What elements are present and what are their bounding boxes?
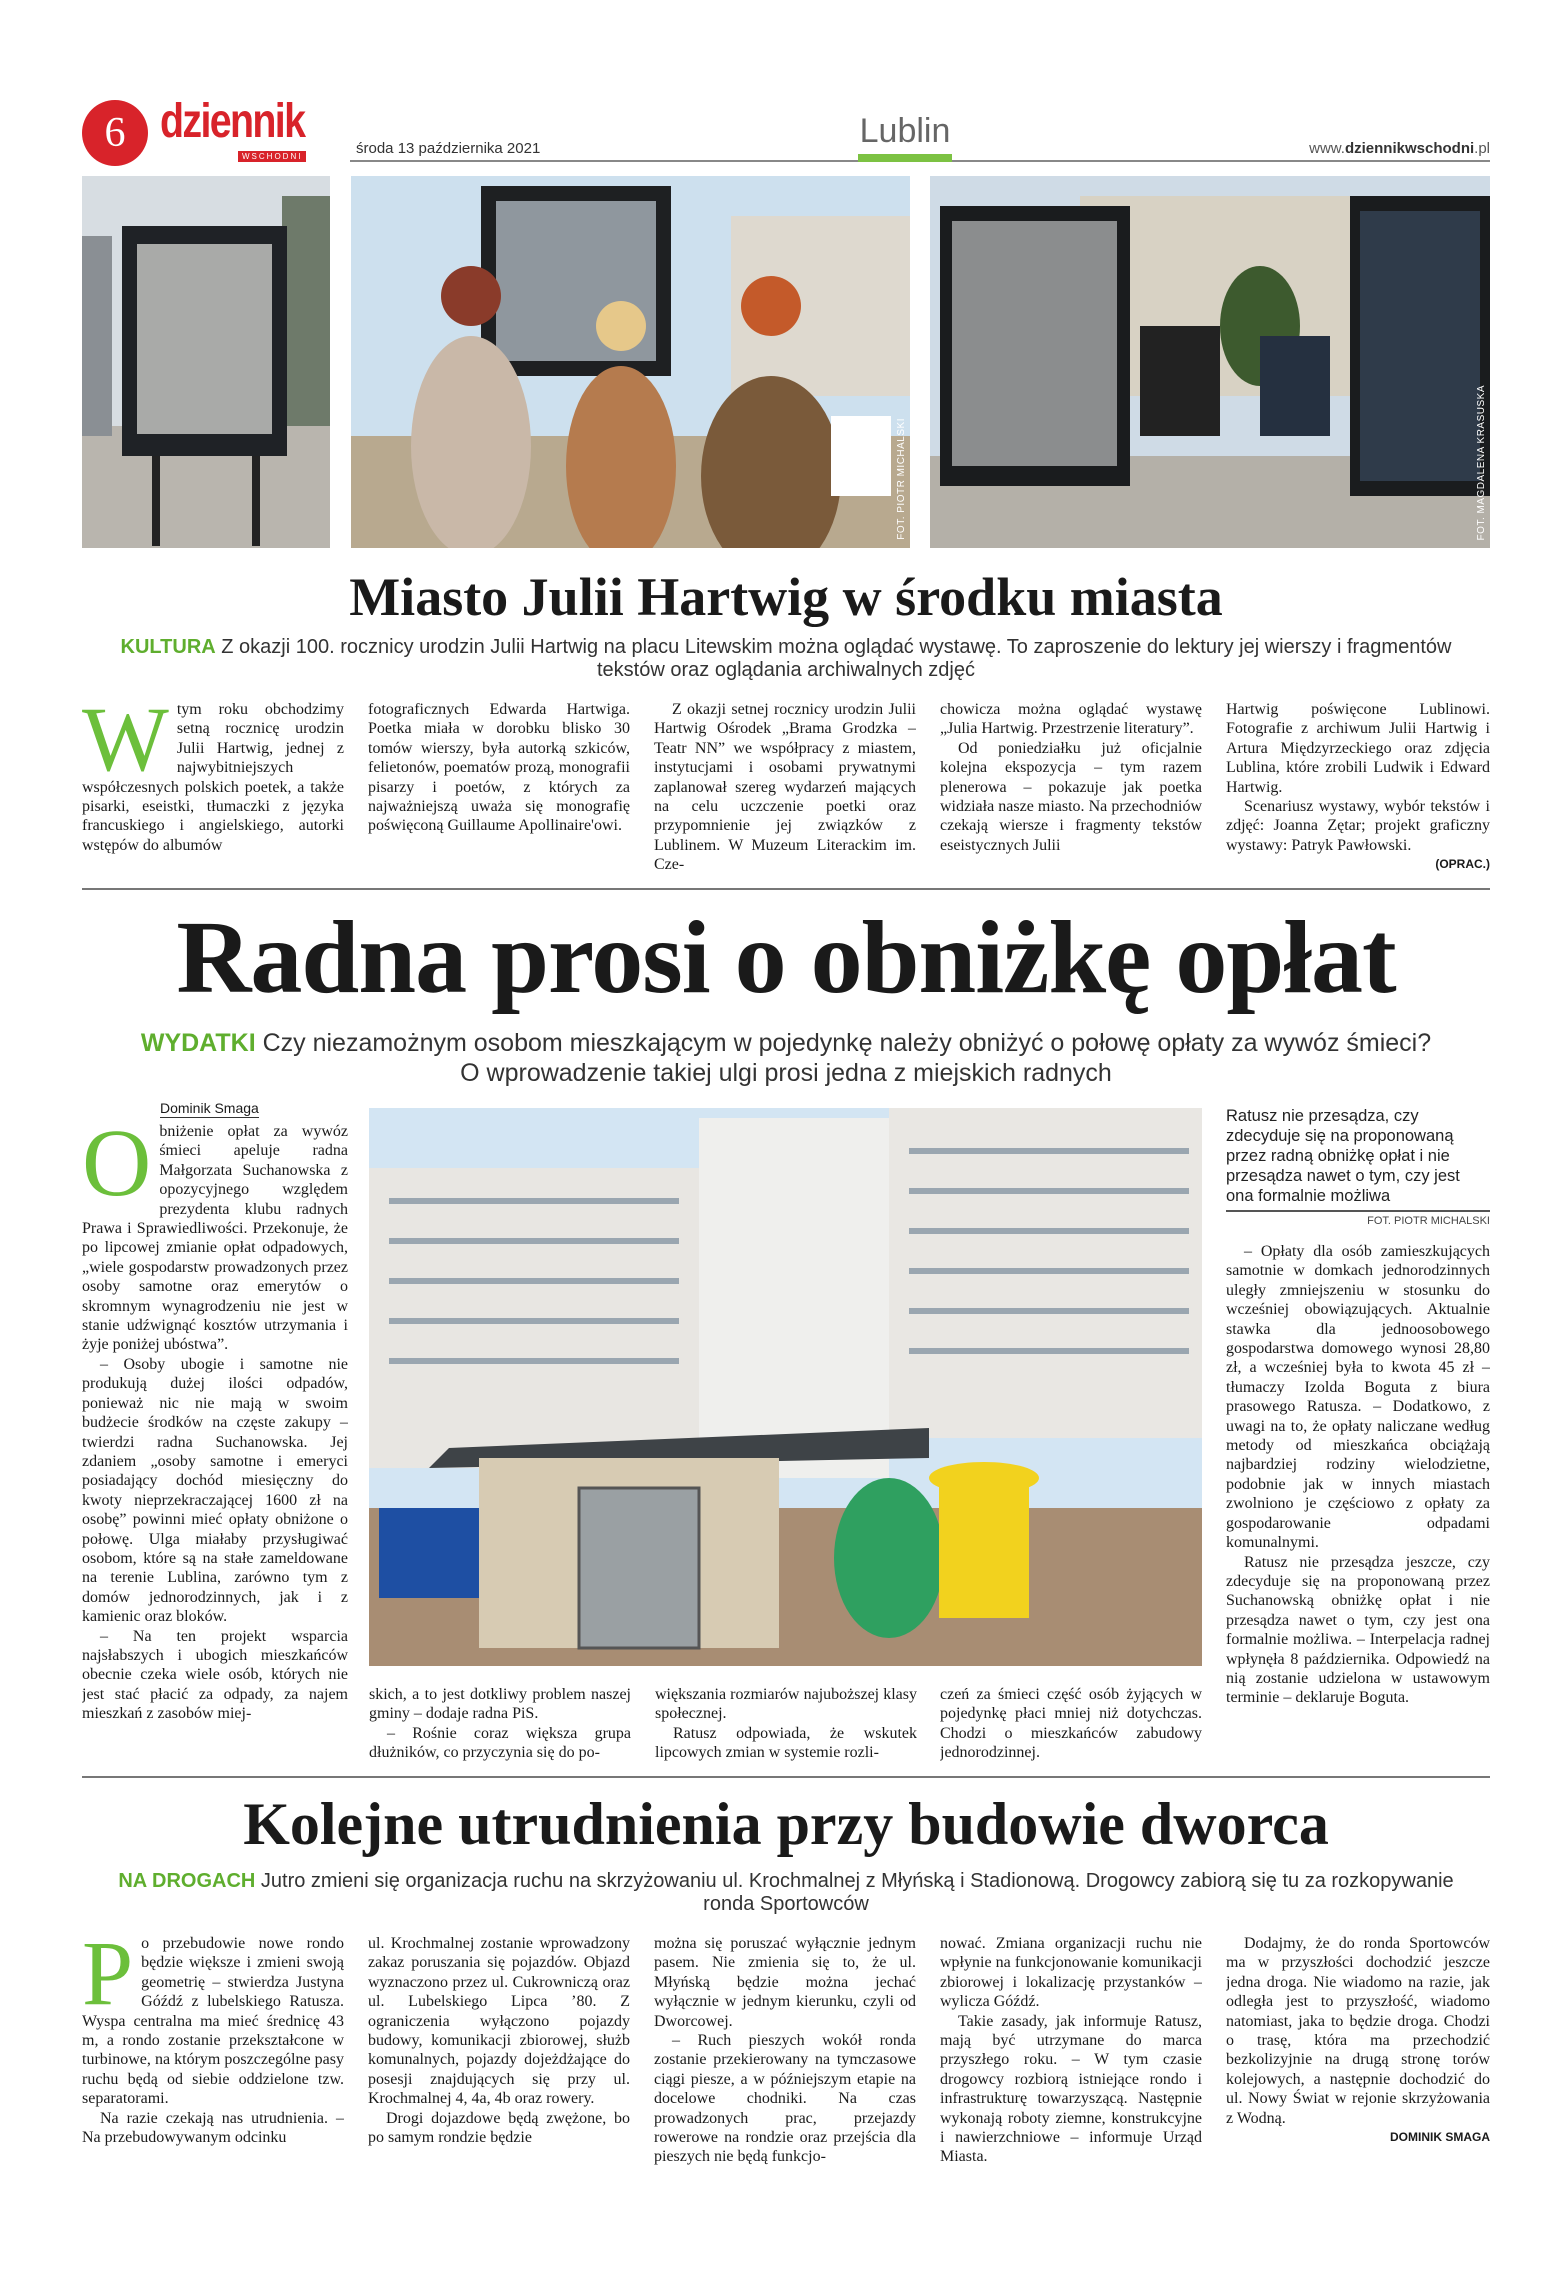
paragraph: Na razie czekają nas utrudnienia. – Na przebudowywanym odcinku: [82, 2109, 344, 2147]
paragraph: bniżenie opłat za wywóz śmieci apeluje radna Małgorzata Suchanowska z opozycyjnego względem prezydenta klubu radnych Prawa i Sprawiedliwości. Przekonuje, że po lipcowej zmianie opłat odpadowych, „wiele gospodarstw prowadzonych przez osoby samotne oraz emerytów o skromnym wynagrodzeniu nie jest w stanie udźwignąć kosztów utrzymania i żyje poniżej ubóstwa”.: [82, 1123, 348, 1354]
photo-waste-bins-blocks: [369, 1108, 1202, 1666]
paragraph: Scenariusz wystawy, wybór tekstów i zdjęć: Joanna Zętar; projekt graficzny wystawy: Patryk Pawłowski.: [1226, 798, 1490, 854]
paragraph: – Opłaty dla osób zamieszkujących samotnie w domkach jednorodzinnych uległy zmniejszeniu w stosunku do wcześniej obowiązujących. Aktualnie stawka dla jednoosobowego gospodarstwa domowego wynosi 28,80 zł, a wcześniej była to kwota 45 zł – tłumaczy Izolda Boguta z biura prasowego Ratusza. – Dodatkowo, z uwagi na to, że opłaty naliczane według metody od mieszkańca obciążają najbardziej rodziny wielodzietne, podobnie jak w innych miastach zwolniono je częściowo z opłaty za gospodarowanie odpadami komunalnymi.: [1226, 1243, 1490, 1552]
paragraph: Od poniedziałku już oficjalnie kolejna ekspozycja – tym razem plenerowa – pokazuje jak poetka widziała nasze miasto. Na przechodniów czekają wiersze i fragmenty tekstów eseistycznych Julii: [940, 739, 1202, 854]
article-headline: Miasto Julii Hartwig w środku miasta: [349, 567, 1223, 627]
paragraph: skich, a to jest dotkliwy problem naszej gminy – dodaje radna PiS.: [369, 1686, 631, 1723]
drop-cap: W: [82, 700, 169, 790]
section-divider: [82, 1776, 1490, 1778]
issue-date: środa 13 października 2021: [356, 140, 541, 157]
article-column: [654, 1934, 916, 2174]
article-signature: DOMINIK SMAGA: [1390, 2130, 1490, 2145]
article-column: [655, 1685, 917, 1769]
paragraph: Ratusz nie przesądza jeszcze, czy zdecyduje się na proponowaną przez Suchanowską obniżkę opłat i nie przesądza nawet o tym, czy jest ona formalnie możliwa. – Interpelacja radnej wpłynęła 8 października. Odpowiedź na nią zostanie udzielona w ustawowym terminie – deklaruje Boguta.: [1226, 1553, 1490, 1707]
photo-exhibition-square: [930, 176, 1490, 548]
paragraph: większania rozmiarów najuboższej klasy społecznej.: [655, 1686, 917, 1723]
lead-text: Jutro zmieni się organizacja ruchu na skrzyżowaniu ul. Krochmalnej z Młyńską i Stadionową. Drogowcy zabiorą się tu za rozkopywanie ronda Sportowców: [260, 1870, 1454, 1915]
article-column: [82, 700, 344, 880]
paragraph: można się poruszać wyłącznie jednym pasem. Nie zmienia się to, że ul. Młyńską będzie można jechać wyłącznie w jednym kierunku, czyli od Dworcowej.: [654, 1935, 916, 2030]
url-domain: dziennikwschodni: [1344, 140, 1475, 157]
newspaper-logo: dziennik: [160, 95, 305, 148]
article-lead: [100, 636, 1472, 682]
paragraph: – Ruch pieszych wokół ronda zostanie przekierowany na tymczasowe ciągi piesze, a w późniejszym etapie na docelowe chodniki. Na czas prowadzonych prac, przejazdy rowerowe na rondzie oraz przejścia dla pieszych nie będą funkcjo-: [654, 2032, 916, 2166]
page-number: 6: [82, 100, 148, 166]
photo-exhibition-board: [82, 176, 330, 548]
byline: [82, 1100, 348, 1122]
paragraph: Ratusz odpowiada, że wskutek lipcowych zmian w systemie rozli-: [655, 1724, 917, 1762]
paragraph: ul. Krochmalnej zostanie wprowadzony zakaz poruszania się pojazdów. Objazd wyznaczono przez ul. Cukrowniczą oraz ul. Lubelskiego Lipca ’80. Z ograniczenia wyłączono pojazdy budowy, komunikacji zbiorowej, służb komunalnych, pojazdy dojeżdżające do posesji znajdujących się przy ul. Krochmalnej 4, 4a, 4b oraz rowery.: [368, 1935, 630, 2108]
article-column: [368, 1934, 630, 2174]
section-accent-bar: [858, 154, 952, 162]
article-kicker: NA DROGACH: [118, 1870, 256, 1892]
article-column: [940, 1685, 1202, 1769]
paragraph: – Na ten projekt wsparcia najsłabszych i ubogich mieszkańców obecnie czeka wiele osób, których nie jest stać płacić za odpady, za najem mieszkań z zasobów miej-: [82, 1627, 348, 1723]
article-column: [368, 700, 630, 880]
paragraph: Z okazji setnej rocznicy urodzin Julii Hartwig Ośrodek „Brama Grodzka – Teatr NN” we współpracy z miastem, instytucjami i osobami prywatnymi zaplanował szereg wydarzeń mających na celu uczczenie poetki oraz przypomnienie jej związków z Lublinem. W Muzeum Literackim im. Cze-: [654, 701, 916, 874]
paragraph: nować. Zmiana organizacji ruchu nie wpłynie na funkcjonowanie komunikacji zbiorowej i lokalizację przystanków – wylicza Góźdź.: [940, 1935, 1202, 2011]
newspaper-logo-sub: WSCHODNI: [238, 151, 306, 162]
paragraph: chowicza można oglądać wystawę „Julia Hartwig. Przestrzenie literatury”.: [940, 701, 1202, 738]
lead-text: O wprowadzenie takiej ulgi prosi jedna z miejskich radnych: [460, 1059, 1112, 1087]
article-kicker: WYDATKI: [140, 1029, 256, 1057]
paragraph: – Osoby ubogie i samotne nie produkują dużej ilości odpadów, ponieważ nic nie mają w swoim budżecie środków na częste zakupy – twierdzi radna Suchanowska. Jej zdaniem „osoby samotne i emeryci posiadający dochód miesięczny do kwoty nieprzekraczającej 1600 zł na osobę” powinni mieć opłaty obniżone o połowę. Ulga miałaby przysługiwać osobom, które są na stałe zameldowane na terenie Lublina, zarówno tym z domów jednorodzinnych, jak i z kamienic oraz bloków.: [82, 1355, 348, 1626]
drop-cap: O: [82, 1122, 152, 1216]
article-kicker: KULTURA: [120, 636, 216, 658]
article-headline: Kolejne utrudnienia przy budowie dworca: [243, 1791, 1329, 1857]
newspaper-logo-block: [160, 95, 342, 164]
paragraph: – Rośnie coraz większa grupa dłużników, co przyczynia się do po-: [369, 1724, 631, 1762]
article-left-column: [82, 1100, 348, 1769]
article-signature: (OPRAC.): [1435, 857, 1490, 872]
photo-press-interview: [351, 176, 910, 548]
paragraph: Dodajmy, że do ronda Sportowców ma w przyszłości dochodzić jeszcze jedna droga. Nie wiadomo na razie, jak odległa jest to przyszłość, wiadomo natomiast, jaka to będzie droga. Chodzi o trasę, która ma przechodzić bezkolizyjnie na drugą stronę torów kolejowych, a następnie dochodzić do ul. Nowy Świat w rejonie skrzyżowania z Wodną.: [1226, 1935, 1490, 2127]
photo-credit: FOT. PIOTR MICHALSKI: [896, 418, 907, 540]
paragraph: Drogi dojazdowe będą zwężone, bo po samym rondzie będzie: [368, 2109, 630, 2147]
article-column: [654, 700, 916, 880]
url-prefix: www.: [1309, 140, 1345, 157]
paragraph: czeń za śmieci część osób żyjących w pojedynkę płaci mniej niż dotychczas. Chodzi o mieszkańców zabudowy jednorodzinnej.: [940, 1686, 1202, 1762]
article-column: [1226, 700, 1490, 880]
article-lead: [100, 1870, 1472, 1916]
article-headline: Radna prosi o obniżkę opłat: [176, 900, 1396, 1015]
article-column: [369, 1685, 631, 1769]
article-column: [940, 1934, 1202, 2174]
article-column: [1226, 1242, 1490, 1769]
photo-credit: FOT. PIOTR MICHALSKI: [1226, 1210, 1490, 1228]
paragraph: Takie zasady, jak informuje Ratusz, mają być utrzymane do marca przyszłego roku. – W tym czasie drogowcy rozbiorą istniejące rondo i infrastrukturę towarzyszącą. Następnie wykonają roboty ziemne, konstrukcyjne i nawierzchniowe – informuje Urząd Miasta.: [940, 2012, 1202, 2166]
article-column: [82, 1122, 348, 1769]
photo-caption: Ratusz nie przesądza, czy zdecyduje się na proponowaną przez radną obniżkę opłat i nie przesądza nawet o tym, czy jest ona formalnie możliwa: [1226, 1107, 1460, 1205]
article-column: [82, 1934, 344, 2174]
article-column: [1226, 1934, 1490, 2174]
author-name: Dominik Smaga: [160, 1100, 259, 1116]
photo-credit: FOT. MAGDALENA KRASUSKA: [1476, 384, 1487, 540]
website-link[interactable]: [1309, 140, 1490, 157]
drop-cap: P: [82, 1934, 134, 2024]
article-lead: [82, 1028, 1490, 1088]
url-suffix: .pl: [1474, 140, 1490, 157]
paragraph: fotograficznych Edwarda Hartwiga. Poetka miała w dorobku blisko 30 tomów wierszy, była autorką szkiców, felietonów, poematów prozą, monografii pisarzy i poetów, z których za najważniejszą uważa się monografię poświęconą Guillaume Apollinaire'owi.: [368, 701, 630, 835]
article-right-column: [1226, 1106, 1490, 1769]
article-column: [940, 700, 1202, 880]
lead-text: Z okazji 100. rocznicy urodzin Julii Hartwig na placu Litewskim można oglądać wystawę. To zaproszenie do lektury jej wierszy i fragmentów tekstów oraz oglądania archiwalnych zdjęć: [221, 636, 1452, 681]
lead-text: Czy niezamożnym osobom mieszkającym w pojedynkę należy obniżyć o połowę opłaty za wywóz śmieci?: [262, 1029, 1432, 1057]
section-title: Lublin: [859, 112, 951, 150]
paragraph: o przebudowie nowe rondo będzie większe i zmieni swoją geometrię – stwierdza Justyna Góźdź z lubelskiego Ratusza. Wyspa centralna ma mieć średnicę 43 m, a rondo zostanie przekształcone w turbinowe, na którym poszczególne pasy ruchu będą od siebie oddzielone tzw. separatorami.: [82, 1935, 344, 2108]
section-divider: [82, 888, 1490, 890]
paragraph: tym roku obchodzimy setną rocznicę urodzin Julii Hartwig, jednej z najwybitniejszych współczesnych polskich poetek, a także pisarki, eseistki, tłumaczki z języka francuskiego i angielskiego, autorki wstępów do albumów: [82, 701, 344, 854]
paragraph: Hartwig poświęcone Lublinowi. Fotografie z archiwum Julii Hartwig i Artura Międzyrzeckiego oraz zdjęcia Lublina, które zrobili Ludwik i Edward Hartwig.: [1226, 701, 1490, 796]
